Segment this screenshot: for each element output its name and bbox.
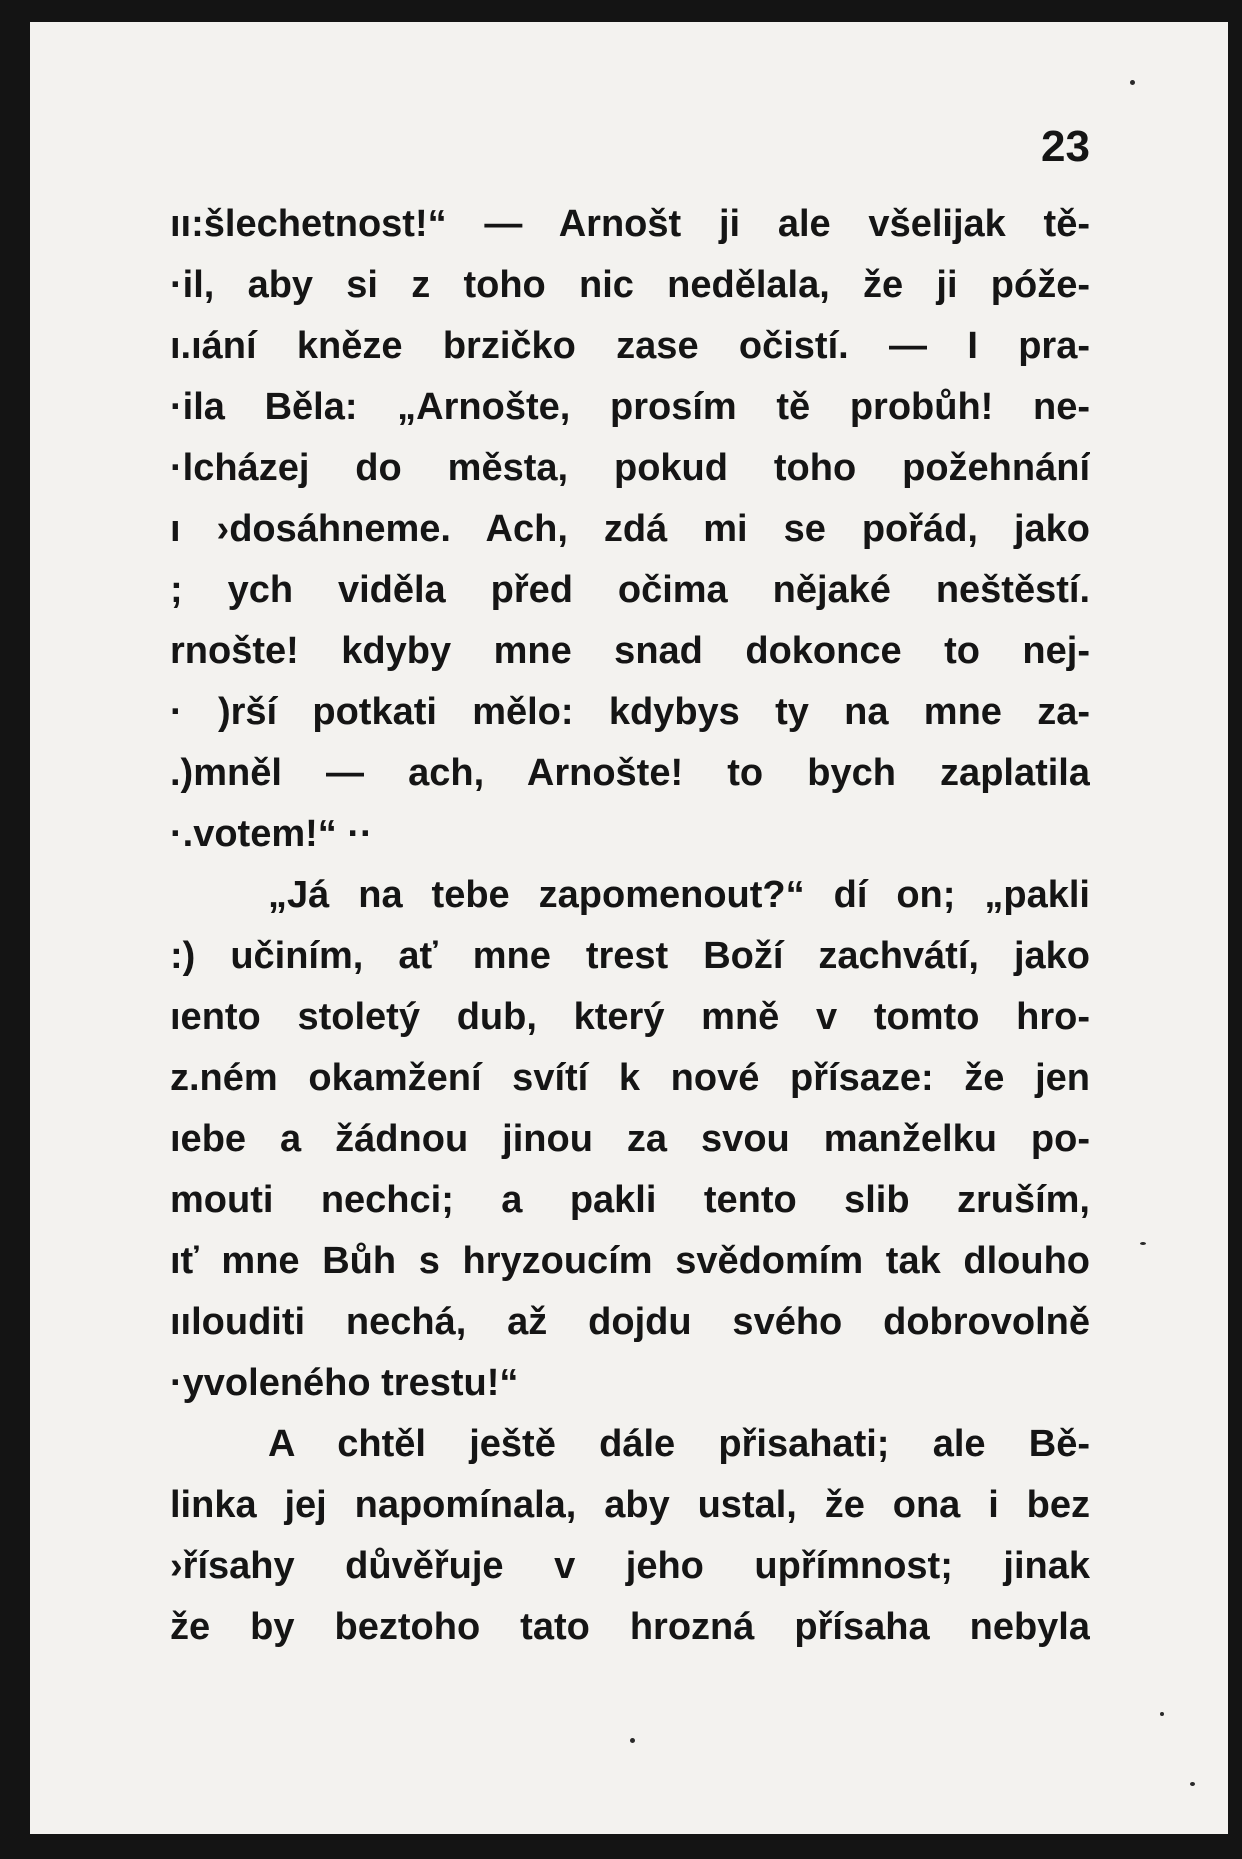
text-line: ·.votem!“ ·· <box>170 813 373 855</box>
body-text <box>170 194 1090 1658</box>
dust-speck <box>1160 1712 1164 1716</box>
text-line: ı ›dosáhneme. Ach, zdá mi se pořád, jako <box>170 508 1090 550</box>
text-line: ıento stoletý dub, který mně v tomto hro- <box>170 996 1090 1038</box>
text-line: ıılouditi nechá, až dojdu svého dobrovolně <box>170 1301 1090 1343</box>
text-line: .)mněl — ach, Arnošte! to bych zaplatila <box>170 752 1090 794</box>
text-line: ·yvoleného trestu!“ <box>170 1362 519 1404</box>
text-line: linka jej napomínala, aby ustal, že ona i bez <box>170 1484 1090 1526</box>
text-line: ·ila Běla: „Arnošte, prosím tě probůh! ne- <box>170 386 1090 428</box>
dust-speck <box>1140 1242 1146 1245</box>
text-line: ; ych viděla před očima nějaké neštěstí. <box>170 569 1090 611</box>
binding-edge-shadow <box>30 22 170 1834</box>
text-line: ·il, aby si z toho nic nedělala, že ji póže- <box>170 264 1090 306</box>
text-line: ᴢ.ném okamžení svítí k nové přísaze: že jen <box>170 1057 1090 1099</box>
dust-speck <box>1130 80 1135 85</box>
text-line: · )rší potkati mělo: kdybys ty na mne za- <box>170 691 1090 733</box>
dust-speck <box>1190 1782 1195 1786</box>
text-line: A chtěl ještě dále přisahati; ale Bě- <box>268 1423 1090 1465</box>
text-line: rnošte! kdyby mne snad dokonce to nej- <box>170 630 1090 672</box>
text-line: mouti nechci; a pakli tento slib zruším, <box>170 1179 1090 1221</box>
text-line: ıť mne Bůh s hryzoucím svědomím tak dlouho <box>170 1240 1090 1282</box>
text-line: :) učiním, ať mne trest Boží zachvátí, jako <box>170 935 1090 977</box>
text-line: ı.ıání kněze brzičko zase očistí. — I pra- <box>170 325 1090 367</box>
text-line: ·lcházej do města, pokud toho požehnání <box>170 447 1090 489</box>
text-line: ıı:šlechetnost!“ — Arnošt ji ale všelijak tě- <box>170 203 1090 245</box>
text-line: ıebe a žádnou jinou za svou manželku po- <box>170 1118 1090 1160</box>
dust-speck <box>630 1738 635 1743</box>
book-page <box>30 22 1228 1834</box>
text-line: že by beztoho tato hrozná přísaha nebyla <box>170 1606 1090 1648</box>
text-line: ›řísahy důvěřuje v jeho upřímnost; jinak <box>170 1545 1090 1587</box>
page-number: 23 <box>1041 122 1090 171</box>
text-line: „Já na tebe zapomenout?“ dí on; „pakli <box>268 874 1090 916</box>
